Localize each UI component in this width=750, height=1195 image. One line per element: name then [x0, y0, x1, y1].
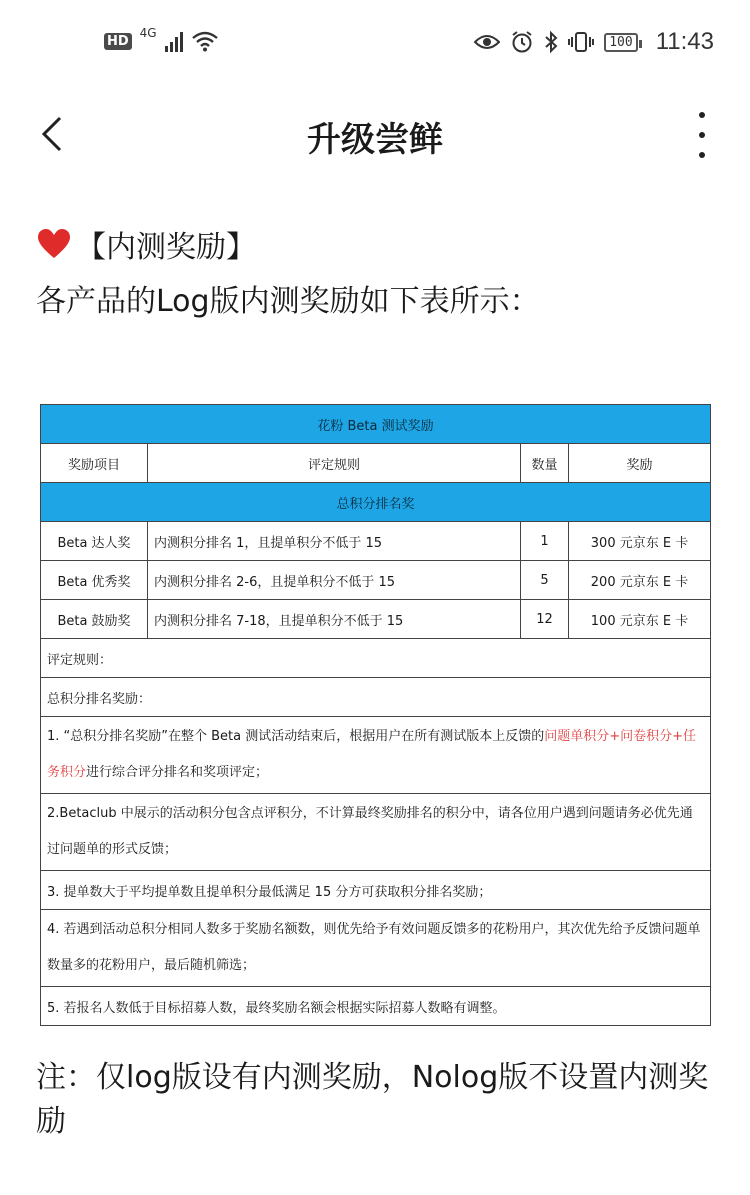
rule-note-1-tail: 进行综合评分排名和奖项评定； [86, 765, 269, 780]
column-header: 评定规则 [148, 444, 521, 483]
column-header: 奖励项目 [41, 444, 148, 483]
status-right [474, 28, 714, 56]
rule-note-1-highlight: 问题单积分+问卷积分+任务积分 [47, 729, 697, 780]
heading-text: 【内测奖励】 [76, 230, 256, 265]
alarm-icon [510, 30, 534, 54]
signal-icon [165, 30, 183, 52]
table-row [41, 600, 711, 639]
reward-rule: 内测积分排名 7-18，且提单积分不低于 15 [148, 600, 521, 639]
rule-note-1 [41, 717, 711, 794]
rule-note-1-text: 1. “总积分排名奖励”在整个 Beta 测试活动结束后，根据用户在所有测试版本上反馈的 [47, 729, 545, 744]
section-heading [36, 222, 256, 266]
footer-note: 注：仅log版设有内测奖励，Nolog版不设置内测奖励 [36, 1060, 709, 1139]
rules-label: 评定规则： [41, 639, 711, 678]
status-left [104, 26, 219, 52]
table-section-title: 总积分排名奖 [41, 483, 711, 522]
network-type: 4G [139, 26, 157, 40]
eye-icon [474, 32, 500, 52]
reward-item: Beta 鼓励奖 [41, 600, 148, 639]
bluetooth-icon [544, 30, 558, 54]
column-header: 数量 [521, 444, 569, 483]
reward-item: Beta 优秀奖 [41, 561, 148, 600]
more-options-button[interactable] [690, 112, 714, 158]
rule-note-4: 4. 若遇到活动总积分相同人数多于奖励名额数，则优先给予有效问题反馈多的花粉用户，其次优先给予反馈问题单数量多的花粉用户，最后随机筛选； [41, 910, 711, 987]
rule-note-5: 5. 若报名人数低于目标招募人数，最终奖励名额会根据实际招募人数略有调整。 [41, 987, 711, 1026]
more-dot-icon [699, 132, 705, 138]
app-header [0, 90, 750, 180]
table-row [41, 561, 711, 600]
page-title: 升级尝鲜 [307, 120, 443, 160]
table-title: 花粉 Beta 测试奖励 [41, 405, 711, 444]
wifi-icon [191, 30, 219, 52]
table-row [41, 522, 711, 561]
status-bar [0, 0, 750, 90]
reward-rule: 内测积分排名 2-6，且提单积分不低于 15 [148, 561, 521, 600]
more-dot-icon [699, 112, 705, 118]
vibrate-icon [568, 30, 594, 54]
ranking-label: 总积分排名奖励： [41, 678, 711, 717]
more-dot-icon [699, 152, 705, 158]
reward-qty: 1 [521, 522, 569, 561]
rule-note-3: 3. 提单数大于平均提单数且提单积分最低满足 15 分方可获取积分排名奖励； [41, 871, 711, 910]
reward-rule: 内测积分排名 1，且提单积分不低于 15 [148, 522, 521, 561]
reward-prize: 300 元京东 E 卡 [569, 522, 711, 561]
intro-text: 各产品的Log版内测奖励如下表所示： [36, 284, 540, 319]
battery-icon: 100 [604, 33, 637, 52]
reward-qty: 5 [521, 561, 569, 600]
reward-prize: 200 元京东 E 卡 [569, 561, 711, 600]
heart-icon [36, 226, 72, 262]
reward-table [40, 404, 710, 1026]
reward-prize: 100 元京东 E 卡 [569, 600, 711, 639]
reward-item: Beta 达人奖 [41, 522, 148, 561]
column-header: 奖励 [569, 444, 711, 483]
clock: 11:43 [655, 28, 714, 55]
reward-qty: 12 [521, 600, 569, 639]
hd-badge: HD [104, 33, 132, 50]
rule-note-2: 2.Betaclub 中展示的活动积分包含点评积分，不计算最终奖励排名的积分中，请各位用户遇到问题请务必优先通过问题单的形式反馈； [41, 794, 711, 871]
